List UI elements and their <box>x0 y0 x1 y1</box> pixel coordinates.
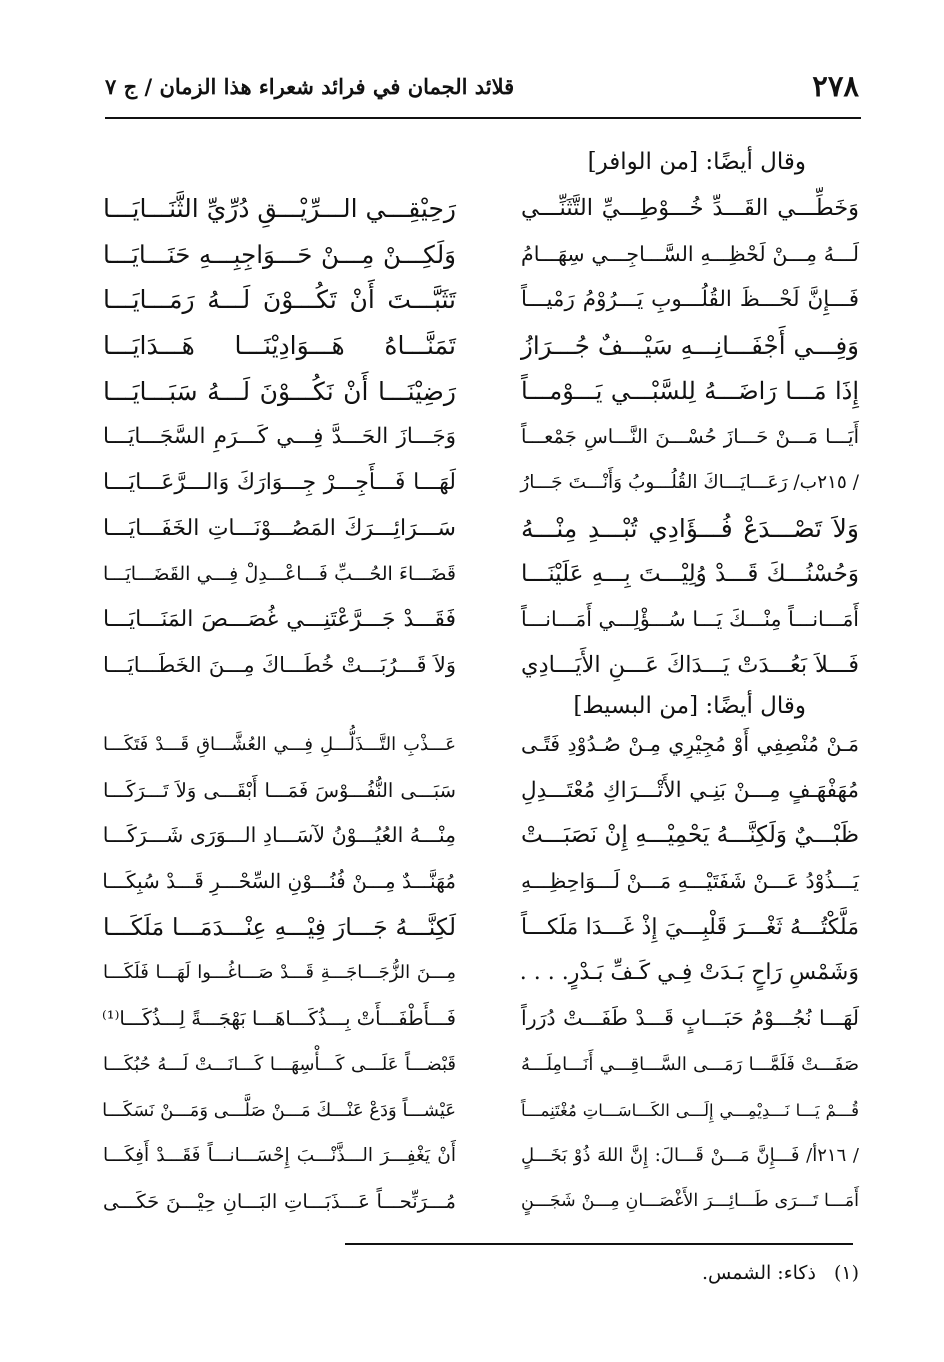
footnote <box>702 1262 859 1284</box>
verse-line: / ٢١٥ب/ رَعَـــايَـــاكَ القُلُـــوبُ وَأَنْـــتَ جَـــارُ <box>520 472 859 494</box>
poem2-heading: وقال أيضًا: [من البسيط] <box>573 693 806 719</box>
verse-line: لَهَـــا فَـــأَجِـــرْ جِـــوَارَكَ وَالـــرَّعَـــايَـــا <box>103 470 456 496</box>
verse-line: يَـــذُوْدُ عَـــنْ شَفَتَيْـــهِ مَـــنْ لَـــوَاحِظِـــهِ <box>520 869 859 894</box>
footnote-rule <box>345 1243 853 1245</box>
verse-line: فَـــأَطْفَـــأَتْ بِـــذُكَـــاهَـــا بَهْجَـــةً لِـــذُكَـــا⁽¹⁾ <box>101 1007 456 1031</box>
footnote-number: (١) <box>833 1262 859 1284</box>
running-title: قلائد الجمان في فرائد شعراء هذا الزمان / ج ٧ <box>105 73 515 99</box>
verse-line: مَـنْ مُنْصِفِي أَوْ مُجِيْرِي مِـنْ صُـدُوْدِ فَتًـى <box>521 732 859 756</box>
verse-line: وَفِـــي أَجْفَـــانِـــهِ سَيْـــفٌ جُـــرَازُ <box>521 331 859 361</box>
verse-line: مِـــنَ الزُّجَـــاجَـــةِ قَـــدْ صَـــاغُـــوا لَهَـــا فَلَكَـــا <box>103 962 456 984</box>
poem2-left-column <box>103 722 456 1225</box>
poem1-left-column <box>103 186 456 689</box>
verse-line: وَخَطِّـــي القَـــدِّ خُـــوْطِـــيِّ التَّثَنِّـــي <box>521 195 859 221</box>
verse-line: مُـــرَنِّحـــاً عَـــذَبَـــاتِ البَـــانِ حِيْـــنَ حَكَـــى <box>103 1189 456 1213</box>
verse-line: ظَبْـــيٌ وَلَكِنَّـــهُ يَحْمِيْـــهِ إِنْ نَصَبَـــتْ <box>521 822 859 849</box>
verse-line: تَثَبَّـــتَ أَنْ تَكُـــوْنَ لَـــهُ رَمَـــايَـــا <box>103 285 456 315</box>
verse-line: سَـــرَائِـــرَكَ المَصُـــوْنَـــاتِ الخَفَـــايَـــا <box>103 515 456 541</box>
verse-line: وَشَمْسِ رَاحٍ بَـدَتْ فِـي كَـفِّ بَـدْرٍ. . . . <box>519 960 859 986</box>
verse-line: قُـــمْ يَـــا نَـــدِيْمِـــي إِلَـــى الكَـــاسَـــاتِ مُغْتَنِمـــاً <box>521 1100 859 1120</box>
verse-line: وَحُسْنُـــكَ قَـــدْ وُلِيْـــتَ بِـــهِ عَلَيْنَـــا <box>521 560 859 587</box>
poem2-right-column <box>521 722 859 1225</box>
poem1-heading: وقال أيضًا: [من الوافر] <box>587 149 806 175</box>
verse-line: أَنْ يَغْفِـــرَ الـــذَّنْـــبَ إِحْسَـــانـــاً فَقَـــدْ أَفِكَـــا <box>103 1145 456 1167</box>
verse-line: سَبَـــى النُّفُـــوْسَ فَمَـــا أَبْقَـــى وَلاَ تَـــرَكَـــا <box>103 778 456 802</box>
verse-line: وَلاَ تَصْـــدَعْ فُـــؤَادِي تُبْـــدِ مِنْـــهُ <box>521 513 859 543</box>
verse-line: رَحِيْقِـــي الـــرِّيْـــقِ دُرِّيِّ الثَّنَـــايَـــا <box>102 194 456 223</box>
header-rule <box>105 117 861 119</box>
verse-line: لَهَـــا نُجُـــوْمُ حَبَـــابٍ قَـــدْ طَفَـــتْ دُرَراً <box>521 1006 859 1031</box>
verse-line: وَجَـــازَ الحَـــدَّ فِـــي كَـــرَمِ السَّجَـــايَـــا <box>103 424 456 450</box>
verse-line: لَكِنَّـــهُ جَـــارَ فِيْـــهِ عِنْـــدَمَـــا مَلَكَـــا <box>103 912 456 941</box>
verse-line: مُهَفْهَـفٍ مِـــنْ بَنِـي الأَتْـــرَاكِ مُعْتَـــدِلِ <box>521 777 859 803</box>
verse-line: فَـــإِنَّ لَحْـــظَ القُلُـــوبِ يَـــرُوْمُ رَمْيـــاً <box>521 287 859 313</box>
verse-line: لَـــهُ مِـــنْ لَحْظِـــهِ السَّـــاجِـــي سِهَـــامُ <box>521 241 859 266</box>
verse-line: عَيْشـــاً وَدَعْ عَنْـــكَ مَـــنْ صَلَّـــى وَمَـــنْ نَسَكَـــا <box>102 1099 456 1121</box>
verse-line: رَضِيْنَـــا أَنْ نَكُـــوْنَ لَـــهُ سَبَـــايَـــا <box>103 376 456 406</box>
verse-line: أَمَـــانـــاً مِنْـــكَ يَـــا سُـــؤْلِـــي أَمَـــانـــاً <box>521 607 859 632</box>
poem1-right-column <box>521 186 859 689</box>
verse-line: / ٢١٦أ/ فَـــإِنَّ مَـــنْ قَـــالَ: إِنَّ اللهَ ذُوْ بَخَـــلٍ <box>521 1145 859 1167</box>
page-header <box>105 64 859 108</box>
verse-line: وَلَكِـــنْ مِـــنْ حَـــوَاجِبِـــهِ حَنَـــايَـــا <box>103 239 456 269</box>
footnote-text: ذكاء: الشمس. <box>702 1262 816 1284</box>
verse-line: قَضَـــاءَ الحُـــبِّ فَـــاعْـــدِلْ فِـــي القَضَـــايَـــا <box>103 562 456 585</box>
verse-line: فَـــلاَ بَعُـــدَتْ يَـــدَاكَ عَـــنِ الأَيَـــادِي <box>521 651 859 678</box>
verse-line: تَمَنَّـــاهُ هَـــوَادِيْنَـــا هَـــدَايَـــا <box>103 331 456 361</box>
verse-line: أَيَـــا مَـــنْ حَـــازَ حُسْـــنَ النَّـــاسِ جَمْعـــاً <box>521 425 859 449</box>
page-number: ٢٧٨ <box>812 69 859 103</box>
verse-line: وَلاَ قَـــرُبَـــتْ خُطَـــاكَ مِـــنَ الخَطَـــايَـــا <box>103 652 456 677</box>
verse-line: فَقَـــدْ جَـــرَّعْتَنِـــي غُصَـــصَ المَنَـــايَـــا <box>103 607 456 633</box>
verse-line: مِنْـــهُ العُيُـــوْنُ لآسَـــادِ الـــوَرَى شَـــرَكَـــا <box>102 823 456 848</box>
verse-line: مَلَّكْتُـــهُ ثَغْـــرَ قَلْبِـــيَ إِذْ غَـــدَا مَلَكـــاً <box>521 914 859 940</box>
verse-line: إِذَا مَـــا رَاضَـــهُ لِلسَّبْـــي يَـــوْمـــاً <box>521 376 859 405</box>
verse-line: عَـــذْبِ التَّـــذَلُّـــلِ فِـــي العُشَّـــاقِ قَـــدْ فَتَكَـــا <box>103 734 456 755</box>
verse-line: مُهَنَّـــدٌ مِـــنْ فُنُـــوْنِ السِّحْـــرِ قَـــدْ سُبِكَـــا <box>102 869 456 894</box>
verse-line: أَمَـــا تَـــرَى طَـــائِـــرَ الأَغْصَـــانِ مِـــنْ شَجَـــنٍ <box>521 1190 859 1211</box>
verse-line: صَفَـــتْ فَلَمَّـــا رَمَـــى السَّـــاقِـــي أَنَـــامِلَـــهُ <box>521 1053 859 1075</box>
verse-line: قَبْضـــاً عَلَـــى كَـــأْسِهَـــا كَـــانَـــتْ لَـــهُ حُبُكَـــا <box>103 1053 456 1075</box>
